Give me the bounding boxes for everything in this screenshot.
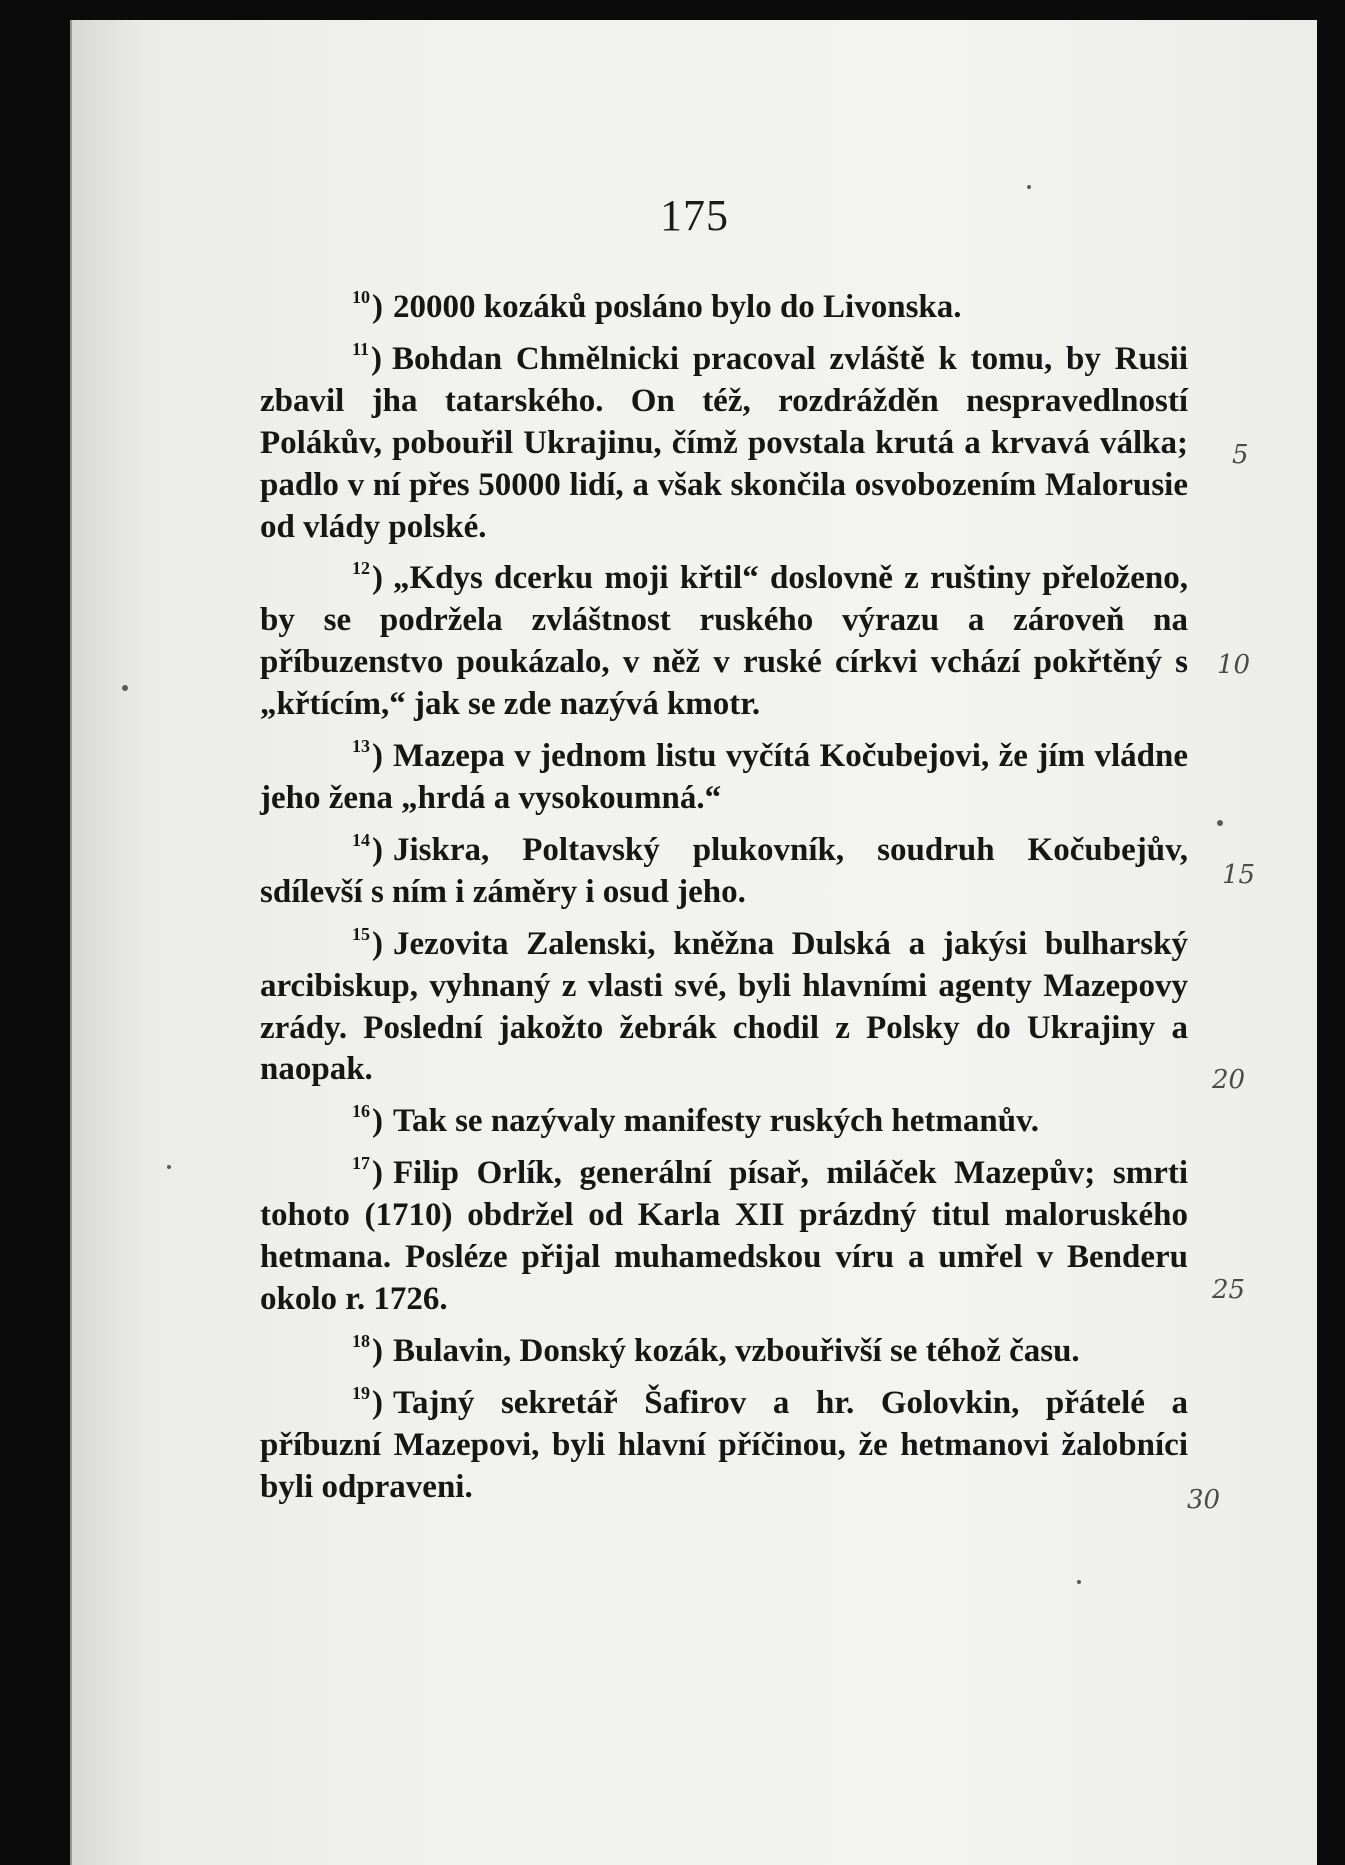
footnote-13: $^{13}$) Mazepa v jednom listu vyčítá Kočubejovi, že jím vládne jeho žena „hrdá a vysokoumná.“ [260, 736, 1188, 816]
footnote-number: 13 [352, 736, 370, 757]
footnote-18: $^{18}$) Bulavin, Donský kozák, vzbouřivší se téhož času. [352, 1330, 1080, 1369]
scan-speck [122, 685, 128, 691]
footnote-text: Tajný sekretář Šafirov a hr. Golovkin, přátelé a příbuzní Mazepovi, byli hlavní příčinou, že hetmanovi žalobníci byli odpraveni. [260, 1384, 1188, 1505]
scan-speck [1077, 1580, 1081, 1584]
footnote-text: Tak se nazývaly manifesty ruských hetmanův. [393, 1103, 1040, 1140]
footnote-12: $^{12}$) „Kdys dcerku moji křtil“ doslovně z ruštiny přeloženo, by se podržela zvláštnost ruského výrazu a zároveň na příbuzenstvo poukázalo, v něž v ruské církvi vchází pokřtěný s „křtícím,“ jak se zde nazývá kmotr. [260, 558, 1188, 723]
footnote-number: 18 [352, 1330, 370, 1351]
margin-mark-15: 15 [1222, 860, 1256, 890]
footnote-number: 12 [352, 558, 370, 579]
footnote-number: 17 [352, 1153, 370, 1174]
scan-speck [1217, 820, 1223, 826]
footnote-number: 11 [352, 338, 370, 359]
footnote-text: Jiskra, Poltavský plukovník, soudruh Kočubejův, sdílevší s ním i záměry i osud jeho. [260, 831, 1188, 910]
scan-speck [1027, 185, 1031, 189]
footnote-text: „Kdys dcerku moji křtil“ doslovně z ruštiny přeloženo, by se podržela zvláštnost ruského výrazu a zároveň na příbuzenstvo poukázalo, v něž v ruské církvi vchází pokřtěný s „křtícím,“ jak se zde nazývá kmotr. [260, 560, 1188, 723]
footnote-number: 16 [352, 1101, 370, 1122]
footnote-text: Filip Orlík, generální písař, miláček Mazepův; smrti tohoto (1710) obdržel od Karla XII prázdný titul maloruského hetmana. Posléze přijal muhamedskou víru a umřel v Benderu okolo r. 1726. [260, 1155, 1188, 1317]
footnote-text: Mazepa v jednom listu vyčítá Kočubejovi, že jím vládne jeho žena „hrdá a vysokoumná.“ [260, 738, 1188, 816]
footnote-number: 19 [352, 1382, 370, 1403]
margin-mark-5: 5 [1232, 440, 1249, 470]
footnote-17: $^{17}$) Filip Orlík, generální písař, miláček Mazepův; smrti tohoto (1710) obdržel od Karla XII prázdný titul maloruského hetmana. Posléze přijal muhamedskou víru a umřel v Benderu okolo r. 1726. [260, 1153, 1188, 1317]
footnote-text: Bulavin, Donský kozák, vzbouřivší se téhož času. [393, 1332, 1080, 1369]
scan-speck [167, 1165, 171, 1169]
footnote-number: 14 [352, 829, 370, 850]
footnotes [260, 277, 1188, 1508]
footnote-text: 20000 kozáků posláno bylo do Livonska. [393, 289, 962, 325]
footnote-14: $^{14}$) Jiskra, Poltavský plukovník, soudruh Kočubejův, sdílevší s ním i záměry i osud jeho. [260, 829, 1188, 910]
margin-mark-30: 30 [1187, 1485, 1221, 1515]
footnote-16: $^{16}$) Tak se nazývaly manifesty ruských hetmanův. [352, 1101, 1040, 1140]
margin-mark-10: 10 [1217, 650, 1251, 680]
footnote-number: 10 [352, 287, 370, 307]
footnote-number: 15 [352, 923, 370, 944]
book-page [70, 20, 1317, 1865]
footnote-19: $^{19}$) Tajný sekretář Šafirov a hr. Golovkin, přátelé a příbuzní Mazepovi, byli hlavní příčinou, že hetmanovi žalobníci byli odpraveni. [260, 1382, 1188, 1505]
margin-mark-25: 25 [1212, 1275, 1246, 1305]
footnote-11: $^{11}$) Bohdan Chmělnicki pracoval zvláště k tomu, by Rusii zbavil jha tatarského. On též, rozdrážděn nespravedlností Polákův, pobouřil Ukrajinu, čímž povstala krutá a krvavá válka; padlo v ní přes 50000 lidí, a však skončila osvobozením Malorusie od vlády polské. [260, 338, 1188, 545]
footnote-text: Jezovita Zalenski, kněžna Dulská a jakýsi bulharský arcibiskup, vyhnaný z vlasti své, byli hlavními agenty Mazepovy zrády. Poslední jakožto žebrák chodil z Polsky do Ukrajiny a naopak. [260, 925, 1188, 1088]
footnote-15: $^{15}$) Jezovita Zalenski, kněžna Dulská a jakýsi bulharský arcibiskup, vyhnaný z vlasti své, byli hlavními agenty Mazepovy zrády. Poslední jakožto žebrák chodil z Polsky do Ukrajiny a naopak. [260, 923, 1188, 1088]
footnote-10: $^{10}$) 20000 kozáků posláno bylo do Livonska. [352, 287, 962, 325]
page-number: 175 [660, 191, 729, 240]
footnote-text: Bohdan Chmělnicki pracoval zvláště k tomu, by Rusii zbavil jha tatarského. On též, rozdrážděn nespravedlností Polákův, pobouřil Ukrajinu, čímž povstala krutá a krvavá válka; padlo v ní přes 50000 lidí, a však skončila osvobozením Malorusie od vlády polské. [260, 340, 1188, 545]
margin-mark-20: 20 [1212, 1065, 1246, 1095]
